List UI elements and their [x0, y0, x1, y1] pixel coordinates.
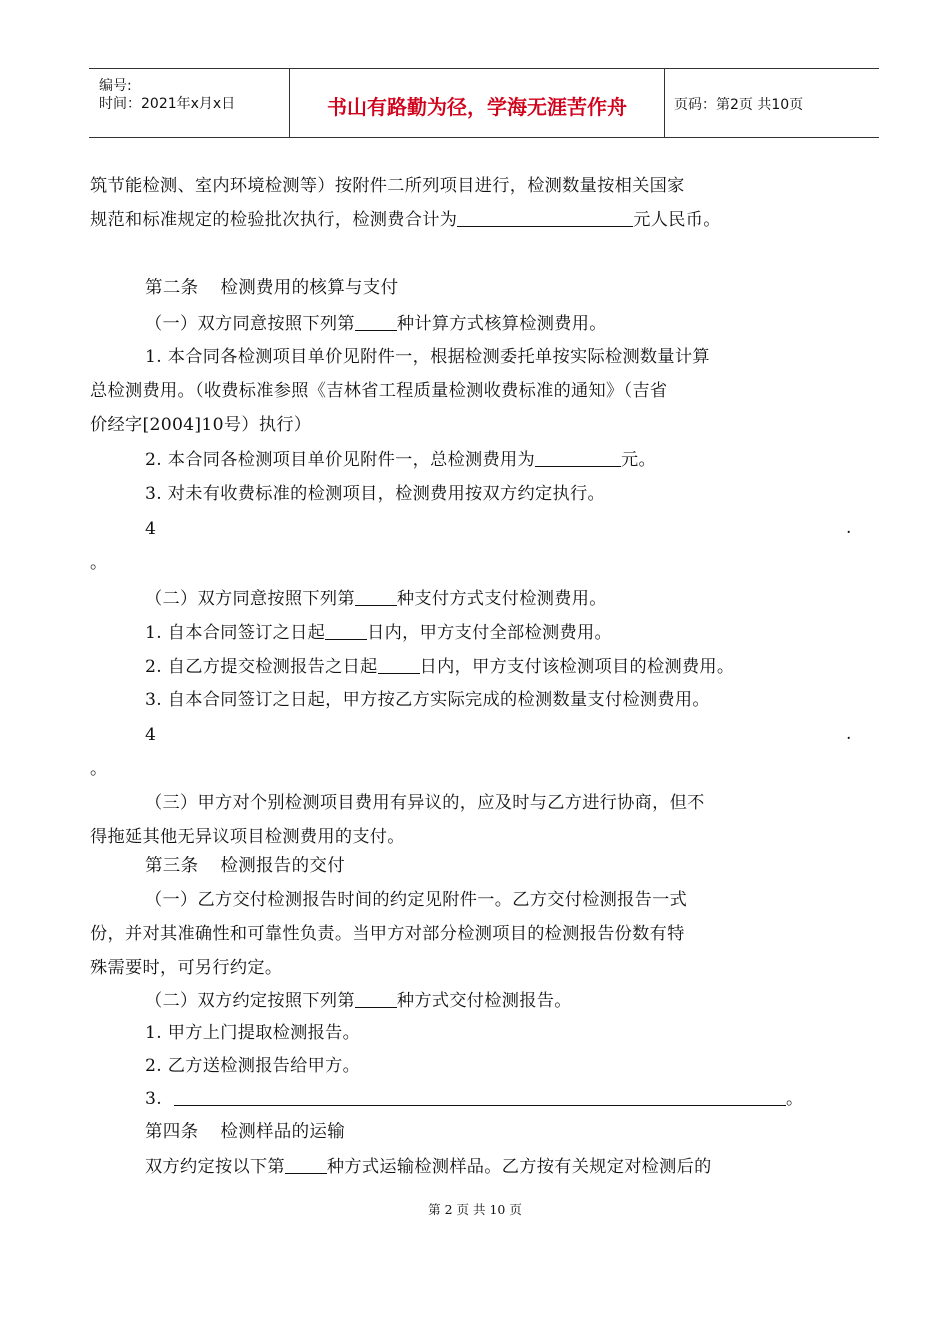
- fill-blank: [355, 312, 397, 331]
- text-segment: 日内，甲方支付该检测项目的检测费用。: [419, 657, 735, 677]
- header-meta: [89, 69, 289, 137]
- fill-blank: [378, 655, 420, 674]
- text-line: 3. 对未有收费标准的检测项目，检测费用按双方约定执行。: [145, 484, 605, 504]
- text-line: （一）乙方交付检测报告时间的约定见附件一。乙方交付检测报告一式: [145, 890, 688, 910]
- text-line: 筑节能检测、室内环境检测等）按附件二所列项目进行，检测数量按相关国家: [90, 176, 685, 196]
- text-line: [145, 587, 607, 610]
- text-line: 4: [145, 725, 157, 745]
- text-line: 得拖延其他无异议项目检测费用的支付。: [90, 827, 405, 847]
- text-segment: 种方式运输检测样品。乙方按有关规定对检测后的: [326, 1157, 712, 1177]
- text-segment: 2. 本合同各检测项目单价见附件一，总检测费用为: [145, 450, 536, 470]
- article-number: 第四条: [145, 1122, 199, 1142]
- text-line: 殊需要时，可另行约定。: [90, 958, 283, 978]
- article-title: 检测样品的运输: [220, 1122, 346, 1142]
- text-segment: 元人民币。: [633, 210, 721, 230]
- article-number: 第三条: [145, 856, 199, 876]
- fill-blank: [285, 1155, 327, 1174]
- text-line: 总检测费用。（收费标准参照《吉林省工程质量检测收费标准的通知》（吉省: [90, 381, 668, 401]
- text-segment: （二）双方约定按照下列第: [145, 991, 355, 1011]
- header-motto-cell: [289, 69, 665, 137]
- text-segment: 2. 自乙方提交检测报告之日起: [145, 657, 378, 677]
- text-line: [145, 1155, 712, 1178]
- text-line: （三）甲方对个别检测项目费用有异议的，应及时与乙方进行协商，但不: [145, 793, 705, 813]
- text-line: [145, 655, 734, 678]
- text-line: 1. 本合同各检测项目单价见附件一，根据检测委托单按实际检测数量计算: [145, 347, 710, 367]
- article-title: 检测费用的核算与支付: [220, 278, 399, 298]
- article-heading: [145, 1121, 345, 1143]
- article-title: 检测报告的交付: [220, 856, 346, 876]
- text-line: [90, 208, 721, 231]
- text-line: 2. 乙方送检测报告给甲方。: [145, 1056, 361, 1076]
- fill-blank: [457, 208, 633, 227]
- text-line: [145, 312, 607, 335]
- article-number: 第二条: [145, 278, 199, 298]
- header-motto: 书山有路勤为径，学海无涯苦作舟: [327, 95, 627, 119]
- fill-blank: [174, 1087, 786, 1106]
- header-page-cell: [664, 69, 879, 137]
- text-segment: 。: [786, 1089, 804, 1109]
- text-segment: 双方约定按以下第: [145, 1157, 285, 1177]
- article-heading: [145, 277, 398, 299]
- page-footer: 第 2 页 共 10 页: [428, 1202, 522, 1217]
- text-segment: 1. 自本合同签订之日起: [145, 623, 326, 643]
- text-line: 。: [90, 759, 108, 779]
- text-line: [145, 621, 612, 644]
- fill-blank: [355, 989, 397, 1008]
- text-segment: 种计算方式核算检测费用。: [396, 314, 607, 334]
- text-line: 。: [90, 553, 108, 573]
- text-segment: 元。: [621, 450, 656, 470]
- text-segment: 种支付方式支付检测费用。: [396, 589, 607, 609]
- text-line: [145, 989, 572, 1012]
- text-segment: 3.: [145, 1089, 162, 1109]
- fill-blank: [325, 621, 367, 640]
- text-line: 4: [145, 519, 157, 539]
- text-line: 1. 甲方上门提取检测报告。: [145, 1023, 361, 1043]
- date-label: 时间：2021年x月x日: [99, 96, 236, 112]
- text-segment: 种方式交付检测报告。: [396, 991, 572, 1011]
- text-line: 价经字[2004]10号）执行）: [90, 415, 312, 435]
- article-heading: [145, 855, 345, 877]
- text-segment: .: [846, 518, 852, 538]
- fill-blank: [355, 587, 397, 606]
- fill-blank: [535, 448, 621, 467]
- text-line: [145, 448, 656, 471]
- text-line: [145, 1087, 804, 1110]
- serial-label: 编号:: [99, 78, 132, 94]
- text-segment: 规范和标准规定的检验批次执行，检测费合计为: [90, 210, 458, 230]
- text-segment: （一）双方同意按照下列第: [145, 314, 355, 334]
- text-line: 份，并对其准确性和可靠性负责。当甲方对部分检测项目的检测报告份数有特: [90, 924, 685, 944]
- page-header: [89, 68, 879, 138]
- text-line: 3. 自本合同签订之日起，甲方按乙方实际完成的检测数量支付检测费用。: [145, 690, 710, 710]
- text-segment: （二）双方同意按照下列第: [145, 589, 355, 609]
- header-page-info: 页码：第2页 共10页: [674, 97, 804, 113]
- text-segment: 日内，甲方支付全部检测费用。: [367, 623, 612, 643]
- text-segment: .: [846, 724, 852, 744]
